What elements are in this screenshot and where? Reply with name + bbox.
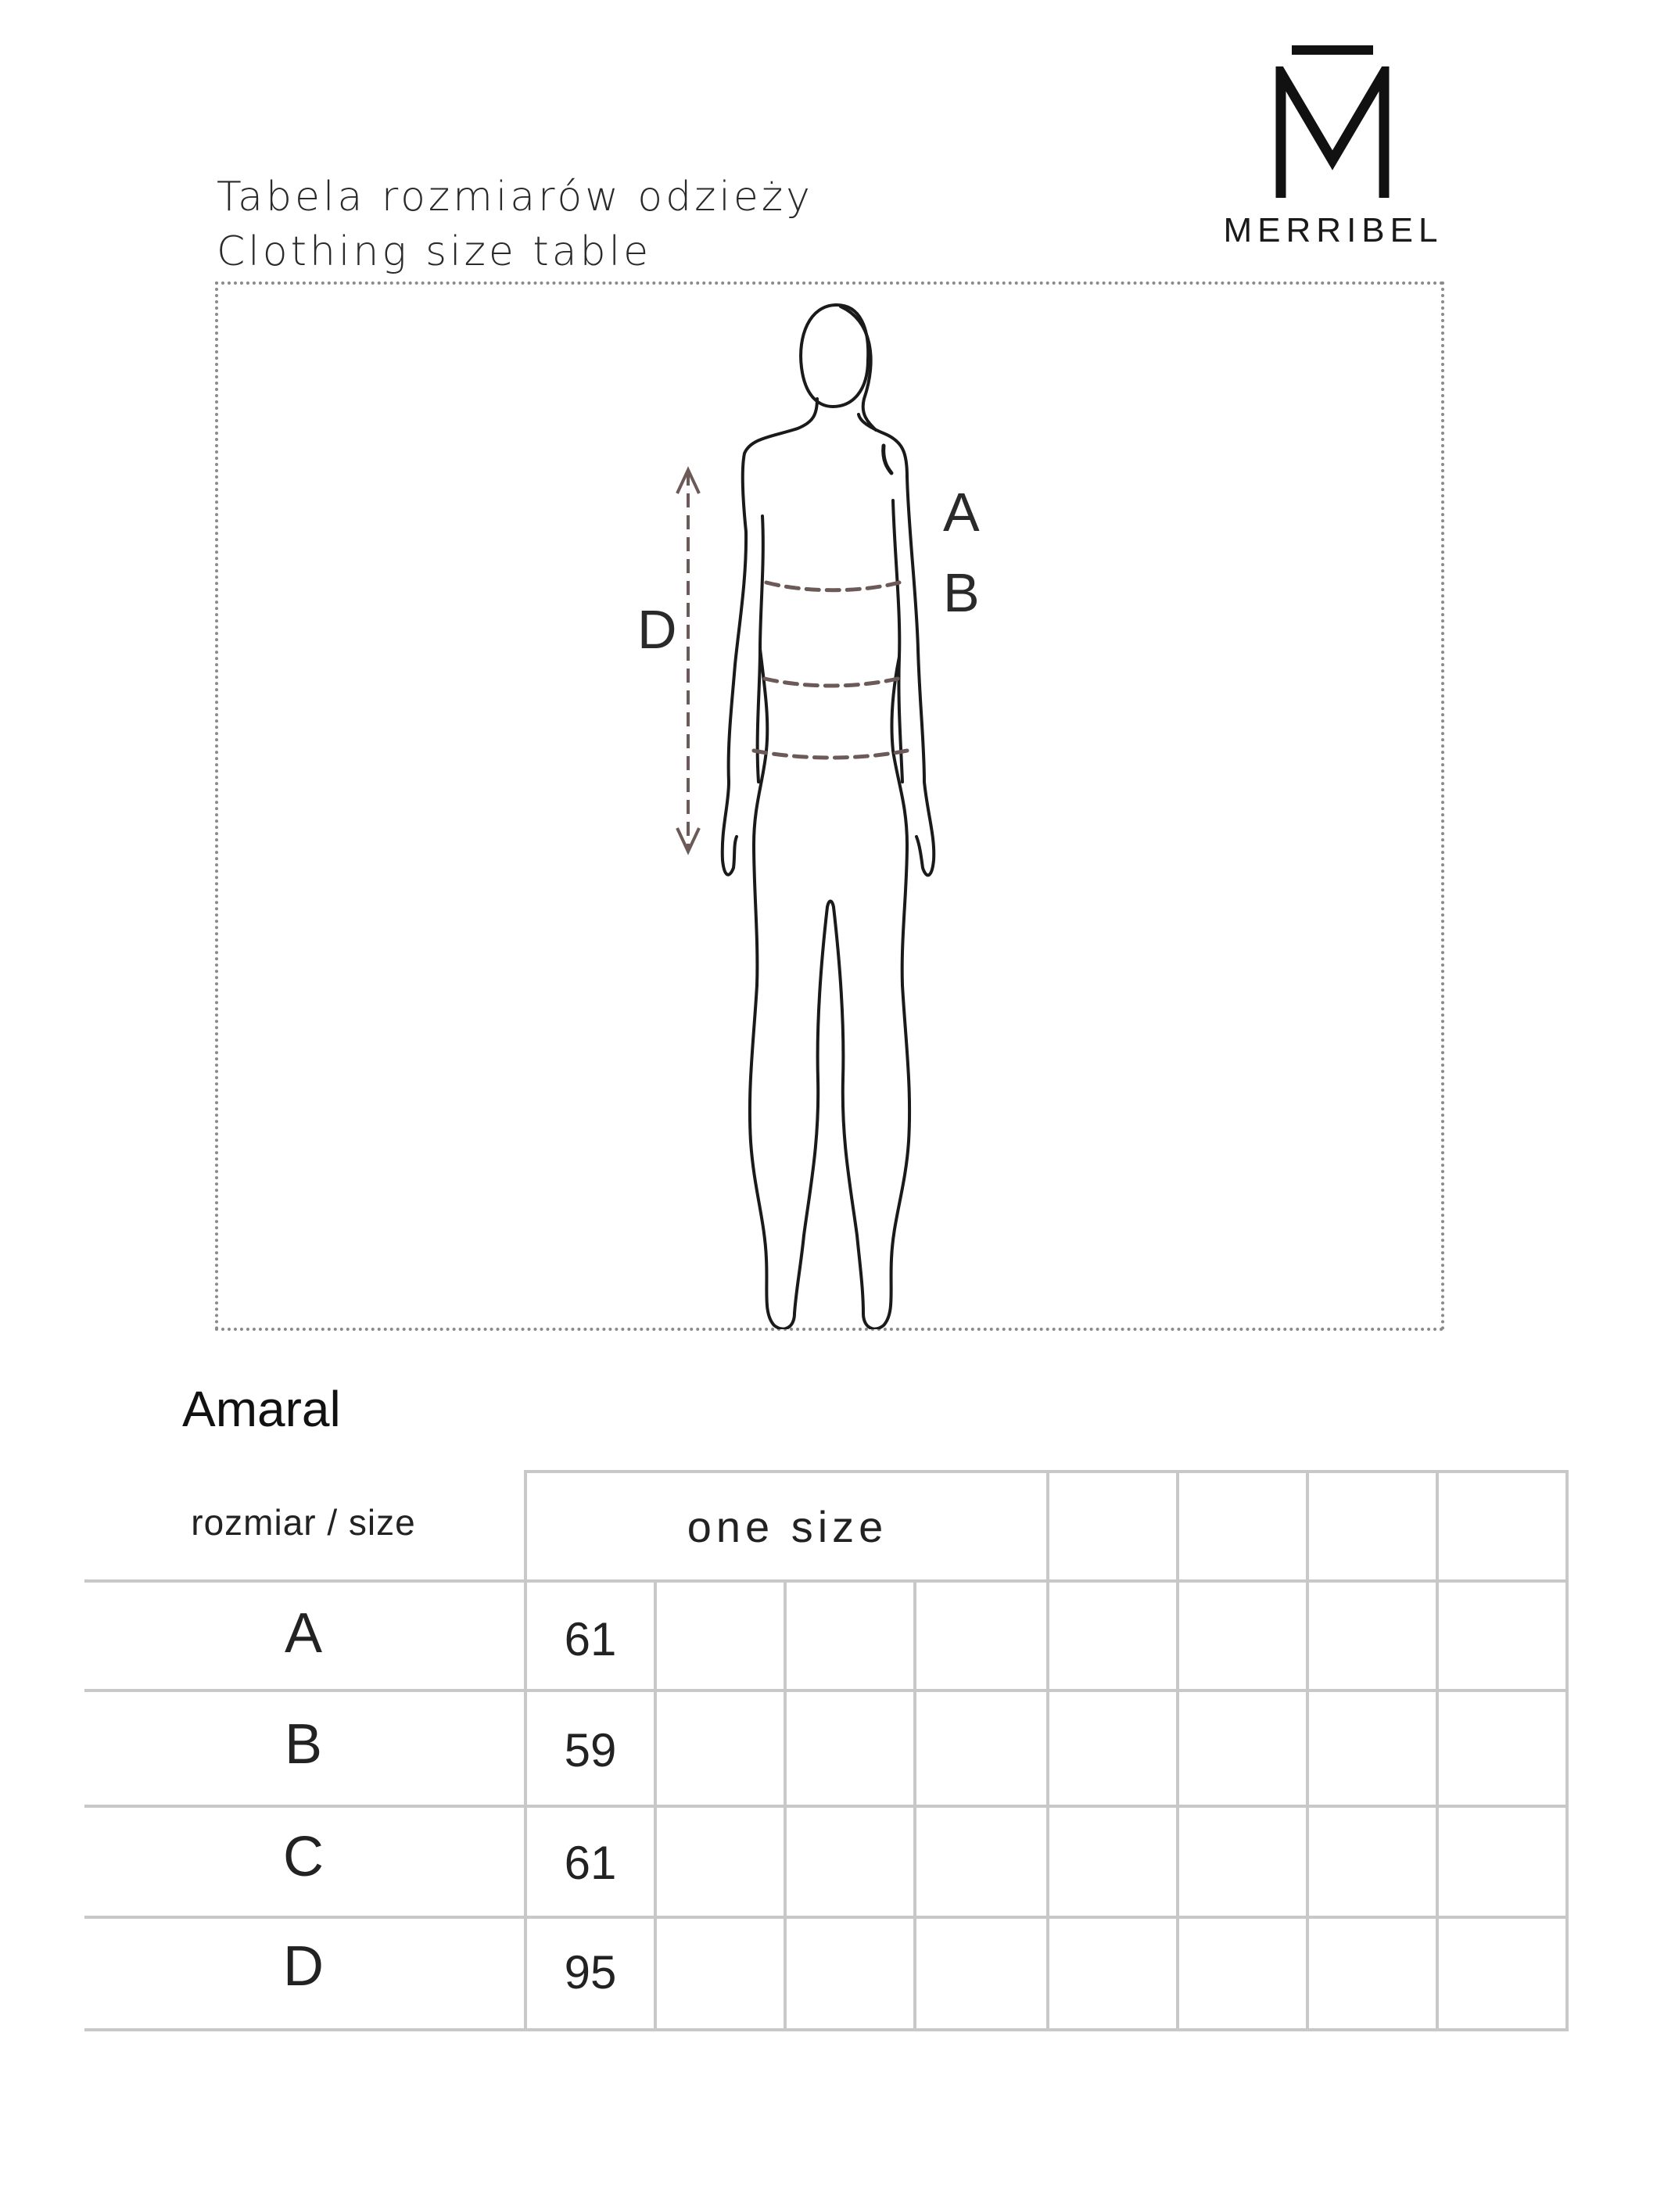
row-label-c: C xyxy=(283,1826,324,1888)
row-value-a: 61 xyxy=(564,1613,617,1665)
size-header-one-size: one size xyxy=(687,1502,888,1551)
page-title-english: Clothing size table xyxy=(217,228,652,275)
size-column-header: rozmiar / size xyxy=(191,1502,416,1543)
measure-label-a: A xyxy=(943,482,980,543)
row-label-a: A xyxy=(284,1602,323,1665)
row-label-d: D xyxy=(283,1935,324,1998)
measure-label-d: D xyxy=(637,599,677,660)
female-body-outline-icon xyxy=(672,297,1017,1329)
length-measure-arrow-icon xyxy=(657,465,719,856)
row-label-b: B xyxy=(284,1713,323,1776)
row-value-c: 61 xyxy=(564,1837,617,1889)
merribel-logo-mark xyxy=(1270,66,1395,199)
page-title-polish: Tabela rozmiarów odzieży xyxy=(217,174,813,220)
row-value-d: 95 xyxy=(564,1946,617,1999)
logo-macron xyxy=(1292,45,1373,55)
row-value-b: 59 xyxy=(564,1724,617,1776)
measure-label-b: B xyxy=(943,562,980,623)
product-name: Amaral xyxy=(182,1381,341,1437)
brand-wordmark: MERRIBEL xyxy=(1223,211,1443,249)
